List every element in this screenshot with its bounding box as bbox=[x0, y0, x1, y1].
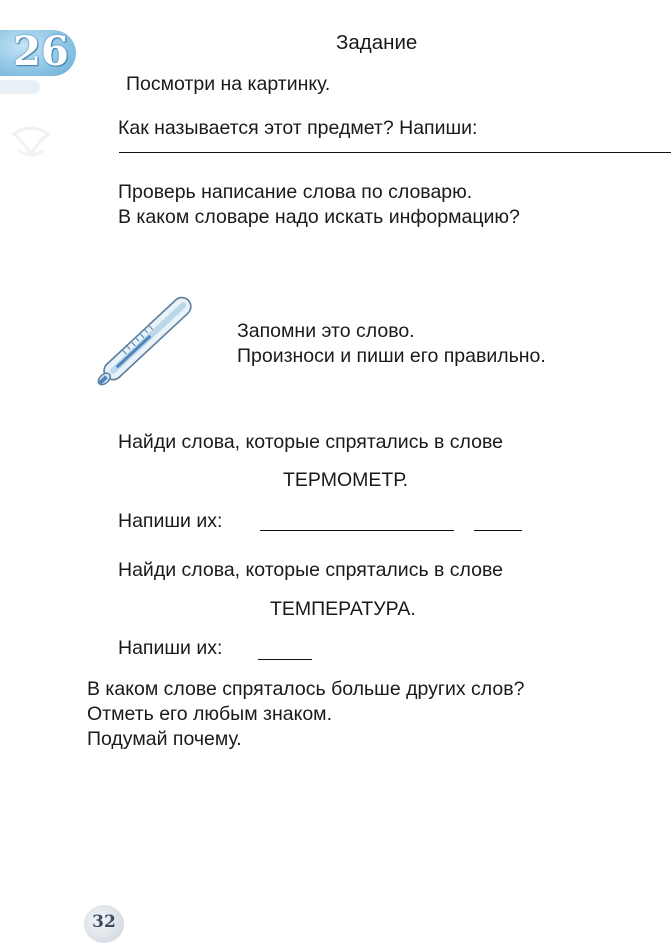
badge-shadow bbox=[0, 80, 40, 94]
page-number-badge bbox=[84, 905, 124, 943]
answer-line-name[interactable] bbox=[119, 152, 671, 153]
answer-line-1a[interactable] bbox=[260, 530, 454, 531]
faint-decoration-icon bbox=[8, 120, 54, 170]
answer-line-1b[interactable] bbox=[474, 530, 522, 531]
question-which-word: В каком слове спряталось больше других слов? bbox=[87, 678, 525, 700]
keyword-temperature: ТЕМПЕРАТУРА. bbox=[270, 598, 416, 620]
task-title: Задание bbox=[336, 31, 418, 54]
instruction-write-2: Напиши их: bbox=[118, 637, 223, 659]
instruction-which-dictionary: В каком словаре надо искать информацию? bbox=[118, 206, 520, 228]
instruction-look: Посмотри на картинку. bbox=[126, 73, 331, 95]
task-number-badge bbox=[0, 28, 84, 78]
instruction-what-called: Как называется этот предмет? Напиши: bbox=[118, 117, 478, 139]
instruction-write-1: Напиши их: bbox=[118, 510, 223, 532]
answer-line-2[interactable] bbox=[258, 659, 312, 660]
thermometer-icon bbox=[82, 280, 210, 400]
page-number: 32 bbox=[92, 912, 116, 932]
instruction-mark: Отметь его любым знаком. bbox=[87, 703, 332, 725]
task-number: 26 bbox=[13, 28, 69, 75]
instruction-check-spelling: Проверь написание слова по словарю. bbox=[118, 181, 473, 203]
instruction-find-words-2: Найди слова, которые спрятались в слове bbox=[118, 559, 503, 581]
instruction-remember: Запомни это слово. bbox=[237, 320, 415, 342]
instruction-find-words-1: Найди слова, которые спрятались в слове bbox=[118, 431, 503, 453]
keyword-thermometer: ТЕРМОМЕТР. bbox=[283, 469, 409, 491]
instruction-think: Подумай почему. bbox=[87, 728, 242, 750]
instruction-pronounce: Произноси и пиши его правильно. bbox=[237, 345, 546, 367]
